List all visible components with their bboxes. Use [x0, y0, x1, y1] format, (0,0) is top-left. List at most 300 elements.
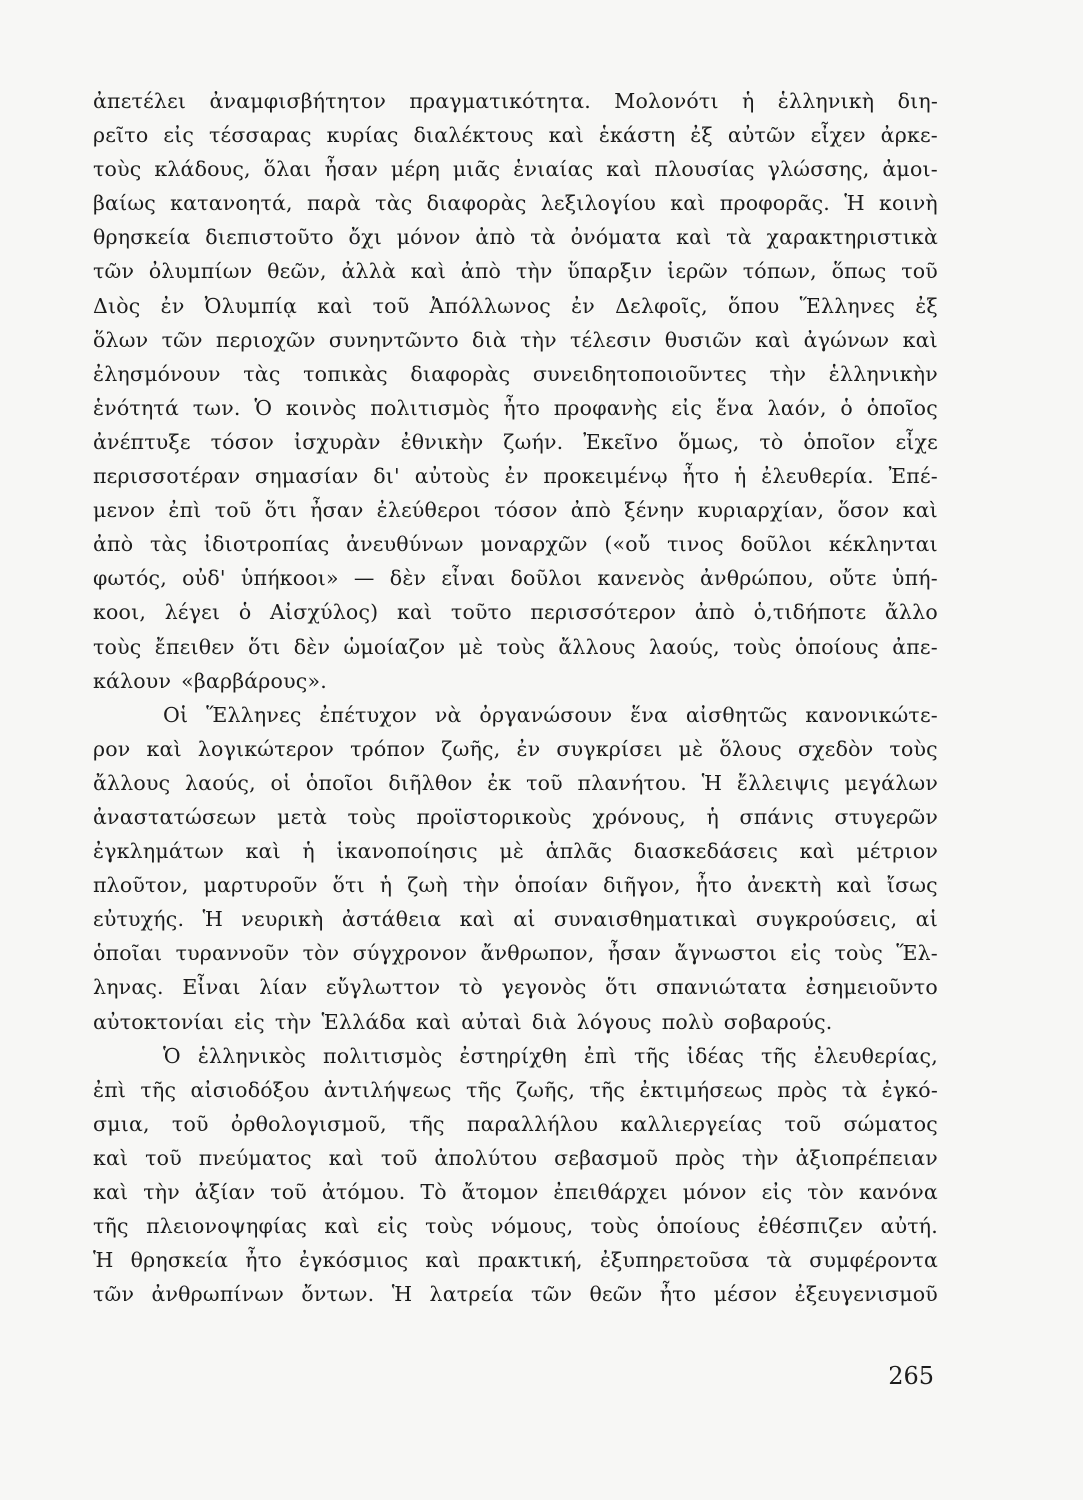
text-word: ἦτο	[503, 395, 540, 420]
text-word: ἐξ	[915, 293, 938, 318]
text-word: ἐξυπηρετοῦσα	[599, 1248, 750, 1273]
text-word: ὁποίους	[794, 634, 879, 659]
text-word: ὁποῖος	[866, 395, 938, 420]
text-line	[93, 698, 938, 732]
text-word: ἐγκό-	[881, 1077, 938, 1102]
text-word: αἱ	[513, 907, 536, 932]
text-word: ἑνιαίας	[513, 157, 594, 182]
text-word: τὸ	[458, 975, 483, 1000]
text-word: ὡμοίαζον	[343, 634, 446, 659]
text-word: καὶ	[415, 1009, 452, 1034]
text-word: πλανήτου.	[577, 770, 688, 795]
text-line	[93, 254, 938, 288]
text-word: καὶ	[836, 873, 872, 898]
text-word: ἐπειθάρχει	[553, 1180, 668, 1204]
text-word: ἀνθρωπίνων	[151, 1282, 285, 1307]
text-line	[93, 1277, 938, 1311]
text-word: ἦσαν	[607, 941, 662, 966]
text-word: μὲ	[678, 736, 704, 761]
text-word: ἐλησμόνουν	[93, 361, 221, 386]
text-word: ἡ	[706, 804, 719, 829]
text-word: πλοῦτον,	[93, 873, 189, 898]
text-word: καὶ	[146, 736, 182, 761]
text-word: σχεδὸν	[797, 736, 874, 761]
text-word: σπανιώτατα	[656, 975, 787, 1000]
text-word: ἀπὸ	[460, 259, 502, 284]
text-word: ἐγκόσμιος	[298, 1248, 409, 1273]
text-word: εἰς	[163, 123, 195, 148]
text-word: τοὺς	[590, 1214, 640, 1239]
text-line	[93, 664, 938, 698]
text-word: γεγονὸς	[501, 975, 587, 1000]
text-word: εὐτυχής.	[93, 907, 185, 932]
text-word: τῶν	[93, 259, 135, 284]
text-word: αὐταὶ	[461, 1009, 522, 1034]
text-word: ἐξ	[690, 123, 713, 148]
text-word: τῆς	[761, 1043, 797, 1068]
text-word: τοῦ	[372, 293, 410, 318]
text-word: παραλλήλου	[466, 1111, 599, 1136]
text-word: τῶν	[161, 327, 203, 352]
text-word: μὲ	[458, 634, 484, 659]
text-word: ζωῆς,	[515, 1077, 576, 1102]
text-word: καὶ	[799, 839, 835, 864]
text-word: μοναρχῶν	[480, 532, 588, 557]
text-word: σημασίαν	[255, 464, 359, 489]
text-line	[93, 152, 938, 186]
text-word: ἄλλο	[884, 600, 938, 625]
text-word: ὁποῖοι	[305, 770, 374, 795]
text-word: ἀνεκτὴ	[747, 873, 822, 898]
text-word: ἰσχυρὰν	[293, 429, 381, 454]
text-word: τόπων,	[742, 259, 817, 284]
text-word: «βαρβάρους».	[181, 668, 327, 693]
text-word: θεῶν,	[267, 259, 327, 284]
text-word: τέσσαρας	[208, 123, 312, 148]
text-line	[93, 493, 938, 527]
text-word: τοὺς	[93, 157, 142, 182]
text-word: ζωήν.	[503, 429, 564, 454]
text-word: καὶ	[410, 259, 447, 284]
text-word: ἐν	[571, 293, 595, 318]
text-word: μὲ	[499, 839, 525, 864]
text-word: ρον	[93, 736, 131, 761]
text-word: μέτριον	[856, 839, 938, 864]
text-word: ὁ	[238, 600, 252, 625]
text-word: ὅπου	[728, 293, 780, 318]
text-word: τοῦ	[214, 498, 252, 523]
text-word: καὶ	[755, 327, 791, 352]
text-line	[93, 289, 938, 323]
text-word: προφανὴς	[553, 395, 658, 420]
text-word: πρὸς	[777, 1077, 828, 1102]
text-line	[93, 902, 938, 936]
text-word: τοῦ	[526, 770, 563, 795]
text-word: Οἱ	[163, 702, 189, 727]
text-word: τὸν	[302, 941, 340, 966]
text-word: ἰδέας	[686, 1043, 745, 1068]
text-word: χαρακτηριστικὰ	[766, 225, 938, 250]
text-word: ἦτο	[245, 1248, 282, 1273]
text-word: τοῦ	[901, 259, 938, 284]
text-word: ἦτο	[659, 1282, 697, 1307]
text-word: ἐν	[160, 293, 185, 318]
text-word: εἰς	[234, 1009, 265, 1034]
text-word: ὁποίους	[656, 1214, 741, 1239]
text-word: ἀνευθύνων	[346, 532, 464, 557]
text-line	[93, 800, 938, 834]
text-word: ἐλευθερία.	[761, 464, 874, 489]
text-word: ὅλαι	[263, 157, 312, 182]
text-word: συναισθηματικαὶ	[553, 907, 738, 932]
text-line	[93, 868, 938, 902]
text-word: λατρεία	[429, 1282, 514, 1307]
text-word: περισσότερον	[530, 600, 677, 625]
text-word: καὶ	[606, 157, 642, 182]
text-word: τόσον	[494, 498, 558, 523]
text-word: καὶ	[548, 123, 584, 148]
text-word: ἐθνικὴν	[400, 429, 484, 454]
text-word: λαόν,	[767, 395, 827, 420]
text-word: κατανοητά,	[170, 191, 293, 216]
text-word: σεβασμοῦ	[554, 1145, 659, 1170]
text-word: διῆλθον	[388, 770, 473, 795]
text-line	[93, 561, 938, 595]
text-word: συμφέροντα	[809, 1248, 938, 1273]
text-word: ἕνα	[630, 702, 669, 727]
text-line	[93, 323, 938, 357]
text-word: περιοχῶν	[215, 327, 316, 352]
text-word: ἔλλειψις	[736, 770, 830, 795]
text-word: καὶ	[396, 600, 433, 625]
text-word: τοῦ	[380, 1145, 418, 1170]
text-word: κανενὸς	[597, 566, 685, 591]
text-word: ξένην	[624, 498, 685, 523]
text-word: ὅτι	[264, 498, 297, 523]
text-line	[93, 527, 938, 561]
text-word: λεξιλογίου	[540, 191, 657, 216]
text-word: τῆς	[634, 1043, 670, 1068]
text-word: Ἕλληνες	[206, 702, 302, 727]
text-word: πολὺ	[661, 1009, 714, 1034]
text-line	[93, 425, 938, 459]
text-word: ἑλληνικὸς	[197, 1043, 307, 1068]
text-word: καὶ	[902, 327, 938, 352]
text-word: ἄλλους	[558, 634, 636, 659]
text-word: ὄντων.	[301, 1282, 375, 1307]
text-word: χρόνους,	[592, 804, 687, 829]
text-word: ἀτόμου.	[321, 1180, 406, 1204]
text-word: συγκρίσει	[556, 736, 663, 761]
text-word: ἀντιλήψεως	[323, 1077, 452, 1102]
text-word: αὐτῶν	[727, 123, 796, 148]
text-word: συνηντῶντο	[328, 327, 459, 352]
text-word: στυγερῶν	[834, 804, 938, 829]
text-word: μόνον	[396, 225, 461, 250]
text-word: τὴν	[769, 361, 807, 386]
text-word: θρησκεία	[130, 1248, 229, 1273]
text-word: κέκληνται	[828, 532, 938, 557]
text-word: κανόνα	[858, 1180, 938, 1204]
text-word: διαφορὰς	[426, 191, 527, 216]
text-word: ὅσον	[837, 498, 890, 523]
text-word: ἔπειθεν	[154, 634, 235, 659]
text-word: τὸν	[807, 1180, 845, 1204]
text-word: πραγματικότητα.	[409, 89, 591, 113]
text-word: τοὺς	[425, 1214, 474, 1239]
text-word: τοῦ	[784, 1111, 822, 1136]
text-word: κοινὴ	[878, 191, 938, 216]
text-word: ὀλυμπίων	[148, 259, 253, 284]
text-word: ἀπὸ	[475, 225, 516, 250]
text-word: ἐλευθερίας,	[813, 1043, 938, 1068]
text-word: πλειονοψηφίας	[146, 1214, 308, 1239]
text-word: Τὸ	[420, 1180, 447, 1204]
text-word: καὶ	[93, 1180, 129, 1204]
text-word: τινος	[667, 532, 724, 557]
text-word: ἦτο	[682, 464, 720, 489]
text-word: πρακτική,	[477, 1248, 583, 1273]
text-word: ἕνα	[715, 395, 754, 420]
text-word: μέσον	[713, 1282, 778, 1307]
text-word: τὴν	[741, 1145, 779, 1170]
text-word: σπάνις	[739, 804, 814, 829]
text-word: ἀπὸ	[93, 532, 134, 557]
text-line	[93, 220, 938, 254]
text-word: τοὺς	[834, 941, 883, 966]
text-word: συνειδητοποιοῦντες	[532, 361, 747, 386]
text-word: λαούς,	[184, 770, 256, 795]
text-word: μενον	[93, 498, 156, 523]
text-word: καὶ	[317, 293, 353, 318]
text-word: πρὸς	[674, 1145, 726, 1170]
text-line	[93, 595, 938, 629]
text-word: ἀναστατώσεων	[93, 804, 257, 829]
text-word: ἐπὶ	[168, 498, 202, 523]
text-word: ἰδιοτροπίας	[203, 532, 330, 557]
text-word: οἱ	[270, 770, 292, 795]
text-word: ἀπὸ	[570, 498, 612, 523]
text-word: καὶ	[676, 225, 712, 250]
text-line	[93, 1175, 938, 1209]
text-word: ἡ	[302, 839, 315, 864]
text-word: τοπικὰς	[303, 361, 388, 386]
text-word: διη-	[897, 89, 938, 113]
text-word: εἰς	[790, 941, 822, 966]
text-word: τοὺς	[733, 634, 782, 659]
text-word: ὁποῖαι	[93, 941, 163, 966]
text-word: εἶχεν	[810, 123, 866, 148]
text-word: ἐκ	[487, 770, 512, 795]
text-word: περισσοτέραν	[93, 464, 241, 489]
text-word: κάλουν	[93, 668, 172, 693]
text-word: διὰ	[531, 1009, 567, 1034]
text-word: λαούς,	[649, 634, 720, 659]
text-word: ἡ	[742, 89, 755, 113]
text-word: διασκεδάσεις	[633, 839, 779, 864]
text-word: Ἡ	[391, 1282, 413, 1307]
text-word: ἄνθρωπον,	[480, 941, 595, 966]
text-line	[93, 357, 938, 391]
text-word: μετὰ	[277, 804, 328, 829]
text-word: Μολονότι	[614, 89, 719, 113]
text-word: Ἕλ-	[896, 941, 938, 966]
text-word: καὶ	[459, 907, 495, 932]
text-word: τῆς	[408, 1111, 445, 1136]
text-word: δὲν	[389, 566, 427, 591]
text-word: τόσον	[210, 429, 275, 454]
text-line	[93, 186, 938, 220]
text-line	[93, 459, 938, 493]
body-text	[93, 84, 938, 1311]
text-word: σύγχρονον	[352, 941, 468, 966]
text-word: τὴν	[274, 1009, 312, 1034]
text-word: τρόπον	[350, 736, 426, 761]
text-word: τὰ	[726, 225, 752, 250]
text-word: τὴν	[462, 873, 500, 898]
text-word: Ὁ	[254, 395, 273, 420]
text-word: ὁ,τιδήποτε	[753, 600, 867, 625]
text-word: καὶ	[324, 1214, 360, 1239]
text-word: εἰς	[377, 1214, 408, 1239]
text-word: ἄλλους	[93, 770, 171, 795]
text-line	[93, 1107, 938, 1141]
text-word: ὀρθολογισμοῦ,	[230, 1111, 387, 1136]
text-line	[93, 1141, 938, 1175]
text-word: ἐξευγενισμοῦ	[794, 1282, 938, 1307]
text-word: ἑνότητά	[93, 395, 180, 420]
text-word: ὅμως,	[678, 429, 740, 454]
text-word: νὰ	[434, 702, 462, 727]
text-word: ἁπλᾶς	[545, 839, 613, 864]
text-word: τὴν	[515, 259, 553, 284]
text-word: ρεῖτο	[93, 123, 149, 148]
text-line	[93, 1209, 938, 1243]
text-word: πλουσίας	[654, 157, 755, 182]
text-word: ἐπὶ	[583, 1043, 618, 1068]
text-word: θεῶν	[589, 1282, 643, 1307]
text-word: Ἕλληνες	[799, 293, 896, 318]
text-word: πνεύματος	[198, 1145, 312, 1170]
text-word: ὄχι	[348, 225, 382, 250]
text-word: ἴσως	[886, 873, 938, 898]
text-word: Ἡ	[202, 907, 224, 932]
text-line	[93, 970, 938, 1004]
text-word: κανονικώτε-	[805, 702, 938, 727]
text-word: ἡ	[379, 873, 393, 898]
text-word: διαλέκτους	[413, 123, 534, 148]
text-word: ἀπε-	[892, 634, 938, 659]
text-word: καὶ	[245, 839, 281, 864]
text-word: κλάδους,	[154, 157, 251, 182]
text-word: δι'	[373, 464, 400, 489]
text-word: ὕπαρξιν	[567, 259, 653, 284]
text-word: τῆς	[93, 1214, 129, 1239]
text-word: καὶ	[425, 1248, 461, 1273]
text-word: Ἑλλάδα	[321, 1009, 406, 1034]
text-word: οὔτε	[829, 566, 877, 591]
text-word: ὅπως	[831, 259, 887, 284]
text-word: ἀνέπτυξε	[93, 429, 191, 454]
text-word: ἦτο	[695, 873, 733, 898]
text-word: αὐτοκτονίαι	[93, 1009, 225, 1034]
text-word: δοῦλοι	[740, 532, 813, 557]
text-word: καλλιεργείας	[620, 1111, 763, 1136]
text-word: ἑλληνικὴ	[777, 89, 875, 113]
text-word: προκειμένῳ	[543, 464, 668, 489]
text-word: σώματος	[843, 1111, 938, 1136]
text-word: θρησκεία	[93, 225, 191, 250]
text-word: Εἶναι	[182, 975, 241, 1000]
text-word: ἀνθρώπου,	[700, 566, 815, 591]
text-word: πολιτισμὸς	[370, 395, 490, 420]
text-word: ἱκανοποίησις	[336, 839, 478, 864]
text-word: σοβαρούς.	[723, 1009, 833, 1034]
text-word: ἀρκε-	[880, 123, 938, 148]
text-word: ἀπὸ	[694, 600, 735, 625]
text-word: Αἰσχύλος)	[270, 600, 379, 625]
text-word: τὰς	[375, 191, 413, 216]
text-word: ἑλληνικὴν	[828, 361, 938, 386]
text-word: ἐστηρίχθη	[459, 1043, 567, 1068]
text-word: ἄτομον	[461, 1180, 539, 1204]
text-word: ληνας.	[93, 975, 164, 1000]
text-word: ἀξίαν	[194, 1180, 256, 1204]
text-word: λόγους	[576, 1009, 652, 1034]
text-word: ἐσημειοῦντο	[805, 975, 938, 1000]
text-word: ἀπετέλει	[93, 89, 187, 113]
text-word: ἀστάθεια	[341, 907, 442, 932]
text-word: ἐγκλημάτων	[93, 839, 225, 864]
text-word: διεπιστοῦτο	[205, 225, 334, 250]
text-word: εἶναι	[441, 566, 496, 591]
text-word: Ἀπόλλωνος	[429, 293, 551, 318]
text-word: ὅλους	[719, 736, 782, 761]
text-word: δοῦλοι	[510, 566, 583, 591]
text-word: ἐν	[504, 464, 529, 489]
text-line	[93, 118, 938, 152]
text-word: τῆς	[140, 1077, 177, 1102]
text-line	[93, 732, 938, 766]
text-line	[93, 630, 938, 664]
text-word: δὲν	[293, 634, 331, 659]
text-word: ἐθέσπιζεν	[757, 1214, 864, 1239]
text-word: ἄγνωστοι	[674, 941, 778, 966]
text-word: μιᾶς	[452, 157, 501, 182]
text-word: κυριαρχίαν,	[697, 498, 825, 523]
text-line	[93, 834, 938, 868]
text-word: τοὺς	[496, 634, 546, 659]
text-word: τῶν	[93, 1282, 135, 1307]
text-word: καὶ	[902, 498, 938, 523]
text-word: Διὸς	[93, 293, 141, 318]
text-word: διὰ	[472, 327, 507, 352]
page-number: 265	[888, 1362, 934, 1390]
text-word: ἦσαν	[324, 157, 378, 182]
text-word: ὀνόματα	[570, 225, 662, 250]
text-word: ὁποίαν	[514, 873, 589, 898]
text-word: Ὀλυμπίᾳ	[204, 293, 297, 318]
text-word: ὅτι	[605, 975, 638, 1000]
text-word: ὅλων	[93, 327, 149, 352]
text-word: ἑκάστη	[598, 123, 676, 148]
text-word: τῆς	[465, 1077, 502, 1102]
text-line	[93, 1073, 938, 1107]
text-word: νευρικὴ	[241, 907, 324, 932]
text-word: νόμους,	[490, 1214, 574, 1239]
text-word: ὑπήκοοι»	[240, 566, 339, 591]
text-word: διῆγον,	[603, 873, 681, 898]
